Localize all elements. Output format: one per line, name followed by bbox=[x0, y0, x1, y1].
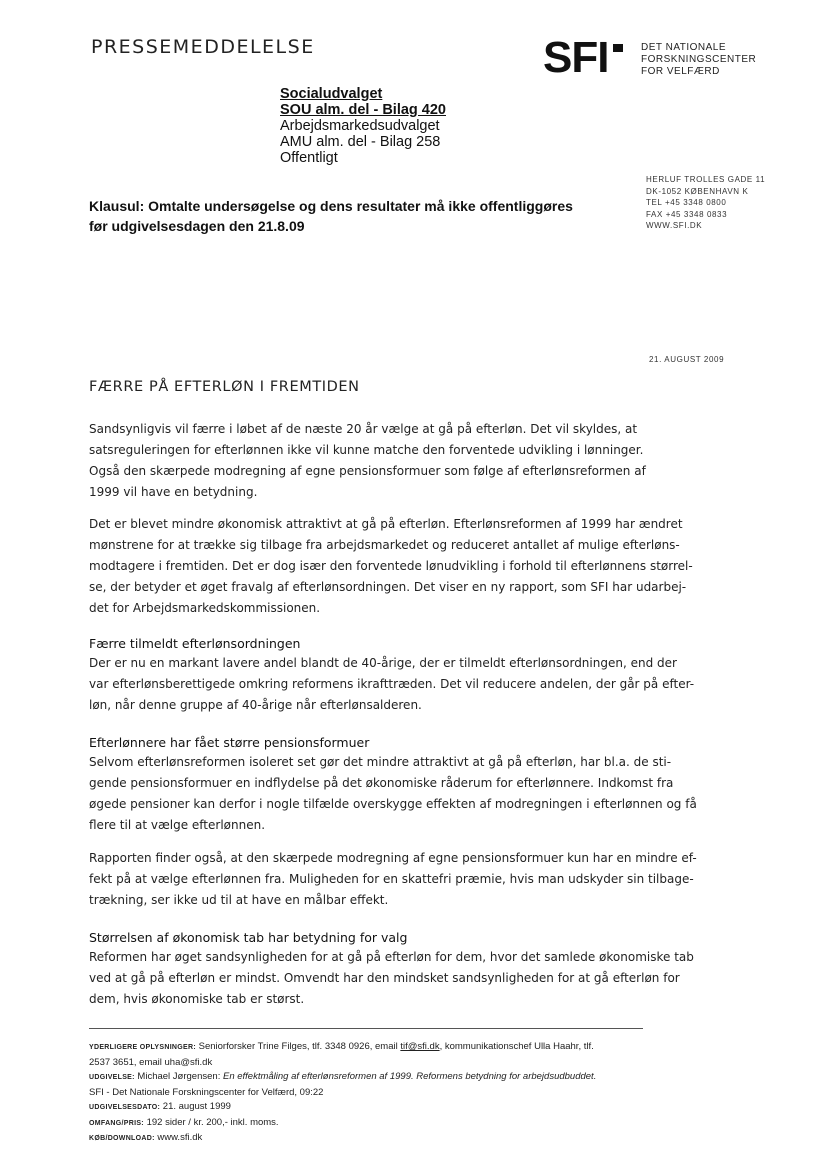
text-line: 1999 vil have en betydning. bbox=[89, 485, 258, 499]
org-name bbox=[641, 42, 756, 78]
paragraph bbox=[89, 419, 649, 503]
text-line: Selvom efterlønsreformen isoleret set gør det mindre attraktivt at gå på efterløn, har bl.a. de sti- bbox=[89, 755, 672, 769]
section-heading: Færre tilmeldt efterlønsordningen bbox=[89, 636, 301, 651]
text-line: modtagere i fremtiden. Det er dog især den forventede lønudvikling i forhold til efterlønnens størrel- bbox=[89, 559, 693, 573]
committee-stamp bbox=[280, 86, 446, 166]
text-line: øgede pensioner kan derfor i nogle tilfælde overskygge effekten af modregningen i efterlønnen og få bbox=[89, 797, 697, 811]
download-link[interactable]: www.sfi.dk bbox=[154, 1132, 203, 1143]
text-line: se, der betyder et øget fravalg af efterlønsordningen. Det viser en ny rapport, som SFI har udarbej- bbox=[89, 580, 687, 594]
text-line: trækning, ser ikke ud til at have en målbar effekt. bbox=[89, 893, 389, 907]
org-line: FORSKNINGSCENTER bbox=[641, 54, 757, 65]
embargo-clause bbox=[89, 196, 589, 236]
footer-line bbox=[89, 1116, 649, 1132]
text-line: mønstrene for at trække sig tilbage fra arbejdsmarkedet og reduceret antallet af mulige efterløns- bbox=[89, 538, 680, 552]
footer-text: 21. august 1999 bbox=[160, 1101, 231, 1112]
stamp-line: SOU alm. del - Bilag 420 bbox=[280, 102, 446, 118]
text-line: Det er blevet mindre økonomisk attraktivt at gå på efterløn. Efterlønsreformen af 1999 har ændret bbox=[89, 517, 683, 531]
text-line: flere til at vælge efterlønnen. bbox=[89, 818, 266, 832]
publication-title: En effektmåling af efterlønsreformen af 1999. Reformens betydning for arbejdsudbuddet. bbox=[222, 1071, 597, 1082]
footer-text: Michael Jørgensen: bbox=[134, 1071, 223, 1082]
text-line: Reformen har øget sandsynligheden for at gå på efterløn for dem, hvor det samlede økonomiske tab bbox=[89, 950, 694, 964]
headline: FÆRRE PÅ EFTERLØN I FREMTIDEN bbox=[89, 379, 360, 395]
paragraph bbox=[89, 653, 695, 716]
footer-line bbox=[89, 1070, 649, 1086]
stamp-line: Arbejdsmarkedsudvalget bbox=[280, 118, 440, 134]
footer-label: UDGIVELSE: bbox=[89, 1074, 135, 1081]
clause-line: Klausul: Omtalte undersøgelse og dens resultater må ikke offentliggøres bbox=[89, 198, 573, 214]
text-line: Der er nu en markant lavere andel blandt de 40-årige, der er tilmeldt efterlønsordningen, end der bbox=[89, 656, 677, 670]
paragraph bbox=[89, 947, 694, 1010]
clause-line: før udgivelsesdagen den 21.8.09 bbox=[89, 218, 305, 234]
paragraph bbox=[89, 848, 697, 911]
org-line: FOR VELFÆRD bbox=[641, 66, 720, 77]
text-line: gende pensionsformuer en indflydelse på det økonomiske råderum for efterlønnere. Indkomst fra bbox=[89, 776, 674, 790]
footer-divider bbox=[89, 1028, 643, 1029]
footer-label: OMFANG/PRIS: bbox=[89, 1119, 144, 1127]
text-line: Rapporten finder også, at den skærpede modregning af egne pensionsformuer kun har en mindre ef- bbox=[89, 851, 697, 865]
text-line: løn, når denne gruppe af 40-årige når efterlønsalderen. bbox=[89, 698, 422, 712]
footer-line bbox=[89, 1040, 649, 1056]
address-line: FAX +45 3348 0833 bbox=[646, 209, 728, 219]
address-block bbox=[646, 174, 765, 232]
release-date: 21. AUGUST 2009 bbox=[649, 355, 725, 364]
footer-line bbox=[89, 1100, 649, 1116]
text-line: fekt på at vælge efterlønnen fra. Muligheden for en skattefri præmie, hvis man udskyder sin tilbage- bbox=[89, 872, 694, 886]
footer-label: KØB/DOWNLOAD: bbox=[89, 1135, 155, 1142]
footer-line bbox=[89, 1131, 649, 1147]
footer-info bbox=[89, 1040, 649, 1147]
text-line: dem, hvis økonomiske tab er størst. bbox=[89, 992, 305, 1006]
page-title: PRESSEMEDDELELSE bbox=[91, 36, 315, 58]
email-link[interactable]: tif@sfi.dk bbox=[400, 1041, 440, 1052]
footer-line: SFI - Det Nationale Forskningscenter for Velfærd, 09:22 bbox=[89, 1086, 324, 1098]
text-line: Sandsynligvis vil færre i løbet af de næste 20 år vælge at gå på efterløn. Det vil skyldes, at bbox=[89, 422, 638, 436]
address-line: TEL +45 3348 0800 bbox=[646, 198, 727, 207]
stamp-line: AMU alm. del - Bilag 258 bbox=[280, 134, 441, 150]
stamp-line: Socialudvalget bbox=[280, 86, 383, 102]
address-line: HERLUF TROLLES GADE 11 bbox=[646, 175, 766, 184]
text-line: Også den skærpede modregning af egne pensionsformuer som følge af efterlønsreformen af bbox=[89, 464, 646, 478]
section-heading: Efterlønnere har fået større pensionsformuer bbox=[89, 735, 370, 750]
text-line: satsreguleringen for efterlønnen ikke vil kunne matche den forventede udvikling i lønninger. bbox=[89, 443, 644, 457]
footer-label: UDGIVELSESDATO: bbox=[89, 1104, 161, 1111]
text-line: ved at gå på efterløn er mindst. Omvendt har den mindsket sandsynligheden for at gå efterløn for bbox=[89, 971, 680, 985]
section-heading: Størrelsen af økonomisk tab har betydning for valg bbox=[89, 930, 408, 945]
paragraph bbox=[89, 514, 693, 619]
paragraph bbox=[89, 752, 697, 836]
stamp-line: Offentligt bbox=[280, 150, 338, 166]
footer-line: 2537 3651, email uha@sfi.dk bbox=[89, 1056, 213, 1068]
footer-label: YDERLIGERE OPLYSNINGER: bbox=[89, 1044, 196, 1051]
logo-square-mark bbox=[613, 44, 623, 52]
address-line: WWW.SFI.DK bbox=[646, 221, 703, 230]
footer-text: Seniorforsker Trine Filges, tlf. 3348 0926, email bbox=[196, 1041, 401, 1052]
footer-text: , kommunikationschef Ulla Haahr, tlf. bbox=[439, 1041, 594, 1052]
text-line: var efterlønsberettigede omkring reformens ikrafttræden. Det vil reducere andelen, der går på efter- bbox=[89, 677, 695, 691]
sfi-logo: SFI bbox=[543, 33, 609, 82]
footer-text: 192 sider / kr. 200,- inkl. moms. bbox=[143, 1116, 279, 1128]
address-line: DK-1052 KØBENHAVN K bbox=[646, 186, 749, 196]
org-line: DET NATIONALE bbox=[641, 42, 727, 53]
text-line: det for Arbejdsmarkedskommissionen. bbox=[89, 601, 321, 615]
